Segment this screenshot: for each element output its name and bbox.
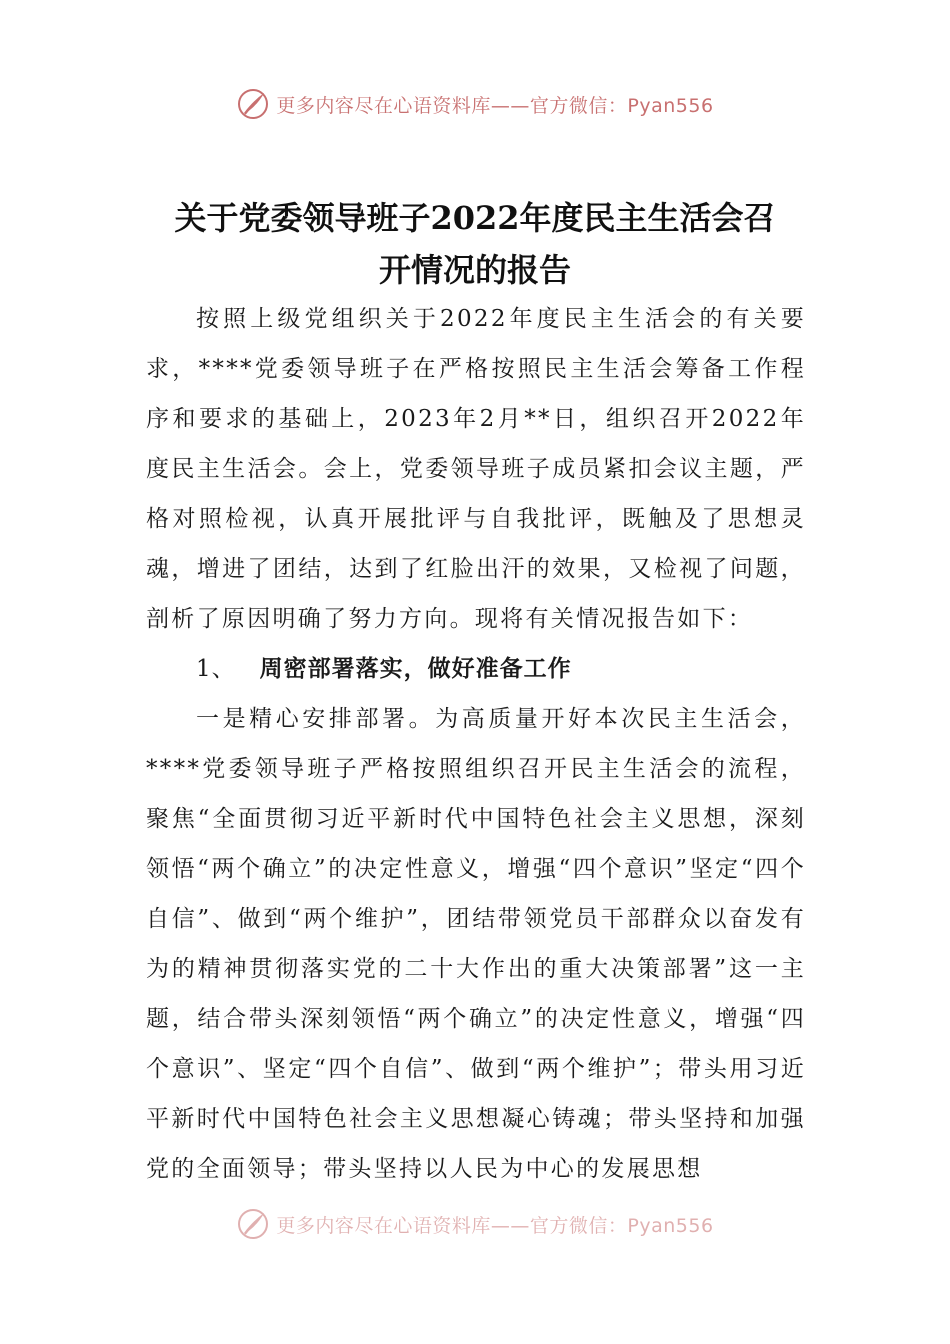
section-title: 周密部署落实，做好准备工作 <box>259 656 572 682</box>
intro-paragraph: 按照上级党组织关于2022年度民主生活会的有关要求，****党委领导班子在严格按照民主生活会筹备工作程序和要求的基础上，2023年2月**日，组织召开2022年度民主生活会。会上，党委领导班子成员紧扣会议主题，严格对照检视，认真开展批评与自我批评，既触及了思想灵魂，增进了团结，达到了红脸出汗的效果，又检视了问题，剖析了原因明确了努力方向。现将有关情况报告如下： <box>146 306 806 632</box>
title-line-2: 开情况的报告 <box>378 251 571 289</box>
section-1-paragraph: 一是精心安排部署。为高质量开好本次民主生活会，****党委领导班子严格按照组织召开民主生活会的流程，聚焦“全面贯彻习近平新时代中国特色社会主义思想，深刻领悟“两个确立”的决定性意义，增强“四个意识”坚定“四个自信”、做到“两个维护”，团结带领党员干部群众以奋发有为的精神贯彻落实党的二十大作出的重大决策部署”这一主题，结合带头深刻领悟“两个确立”的决定性意义，增强“四个意识”、坚定“四个自信”、做到“两个维护”；带头用习近平新时代中国特色社会主义思想凝心铸魂；带头坚持和加强党的全面领导；带头坚持以人民为中心的发展思想 <box>146 706 806 1182</box>
watermark-bottom <box>0 1204 950 1244</box>
watermark-text: 更多内容尽在心语资料库——官方微信：Pyan556 <box>276 94 714 117</box>
section-number: 1、 <box>196 656 236 682</box>
document-title <box>120 192 830 296</box>
quill-logo-icon <box>236 1207 270 1241</box>
watermark-text: 更多内容尽在心语资料库——官方微信：Pyan556 <box>276 1214 714 1237</box>
document-body <box>146 294 806 1194</box>
watermark-top <box>0 84 950 124</box>
section-heading-1 <box>146 644 806 694</box>
quill-logo-icon <box>236 87 270 121</box>
title-line-1: 关于党委领导班子2022年度民主生活会召 <box>174 199 776 237</box>
